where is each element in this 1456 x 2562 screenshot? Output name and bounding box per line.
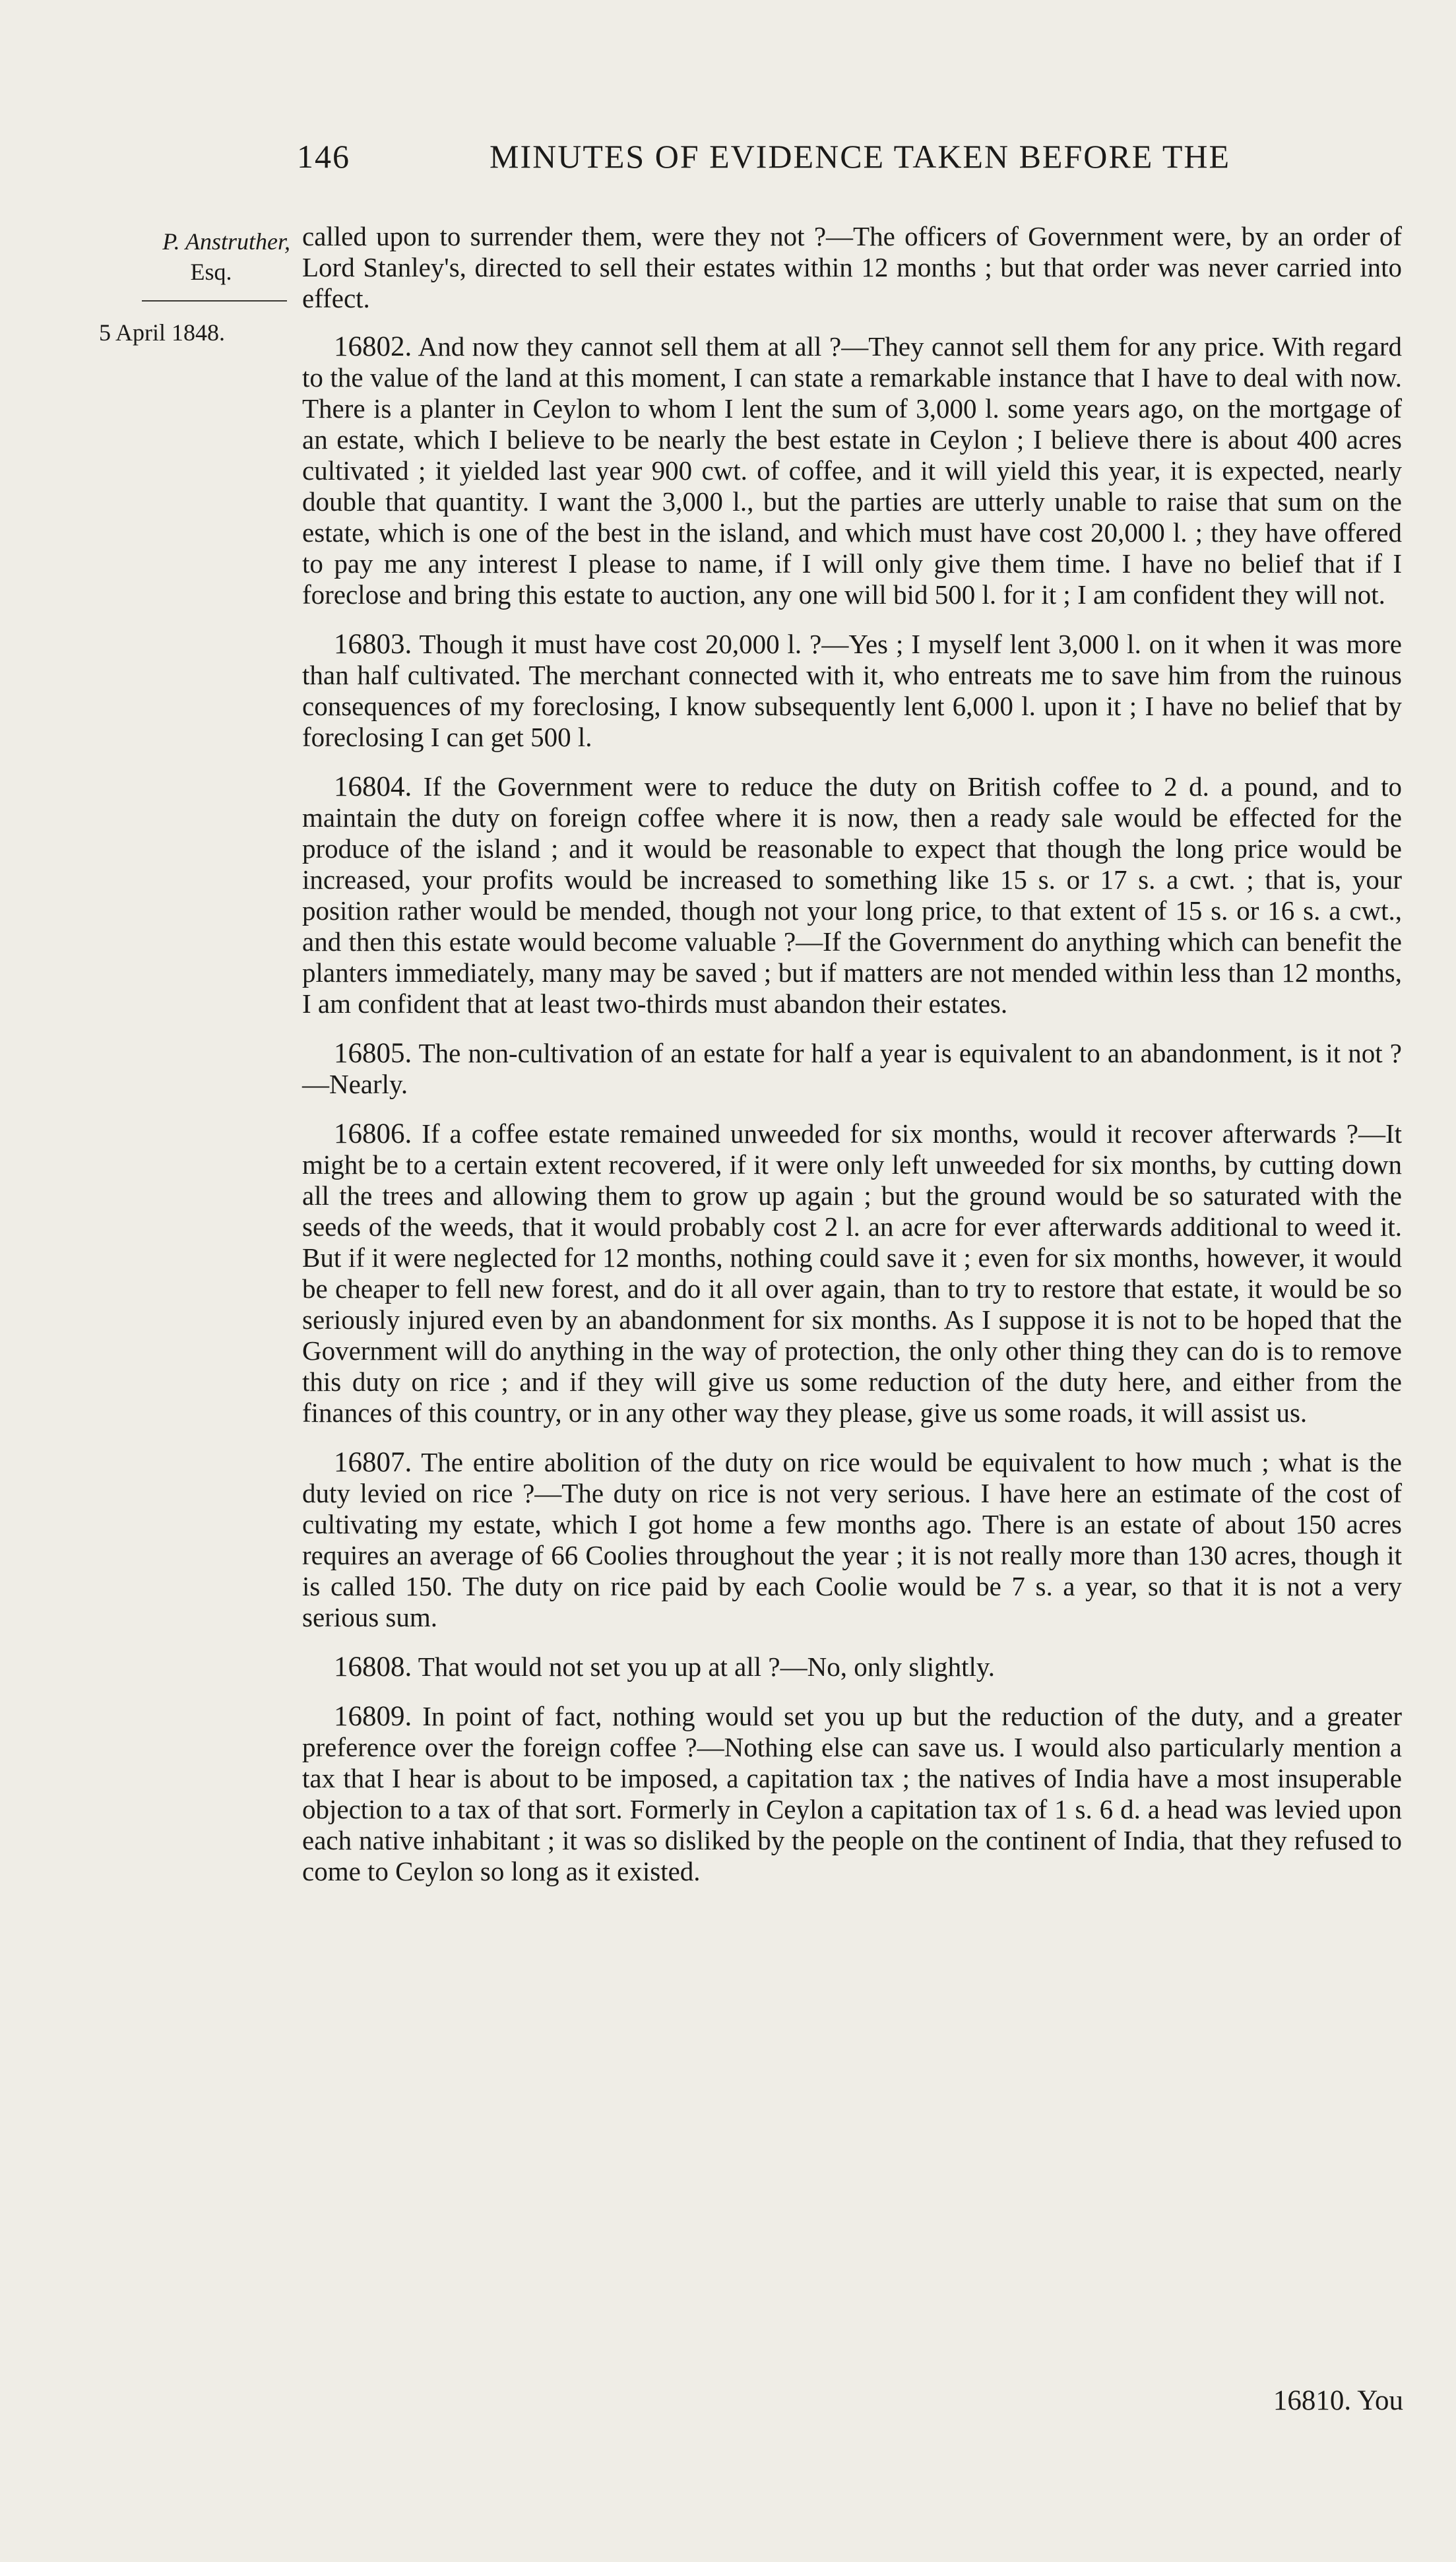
paragraph-text: called upon to surrender them, were they not ?—The officers of Government were, by an order of Lord Stanley's, directed to sell their estates within 12 months ; but that order was never carried into effect. <box>302 221 1402 313</box>
question-number: 16805. <box>334 1038 412 1069</box>
question-paragraph <box>302 629 1402 753</box>
question-paragraph <box>302 331 1402 610</box>
paragraph-text: In point of fact, nothing would set you up but the reduction of the duty, and a greater preference over the foreign coffee ?—Nothing else can save us. I would also particularly mention a tax that I hear is about to be imposed, a capitation tax ; the natives of India have a most insuperable objection to a tax of that sort. Formerly in Ceylon a capitation tax of 1 s. 6 d. a head was levied upon each native inhabitant ; it was so disliked by the people on the continent of India, that they refused to come to Ceylon so long as it existed. <box>302 1701 1402 1886</box>
margin-note <box>99 226 290 348</box>
catchword: 16810. You <box>1273 2385 1403 2416</box>
question-paragraph <box>302 1651 1402 1682</box>
question-paragraph <box>302 1447 1402 1633</box>
margin-divider <box>142 300 287 302</box>
witness-title: Esq. <box>190 259 232 285</box>
paragraph-text: Though it must have cost 20,000 l. ?—Yes ; I myself lent 3,000 l. on it when it was more than half cultivated. The merchant connected with it, who entreats me to save him from the ruinous consequences of my foreclosing, I know subsequently lent 6,000 l. upon it ; I have no belief that by foreclosing I can get 500 l. <box>302 629 1402 752</box>
question-paragraph <box>302 771 1402 1019</box>
page-number: 146 <box>297 138 350 175</box>
question-number: 16806. <box>334 1118 412 1149</box>
question-number: 16808. <box>334 1651 412 1682</box>
question-number: 16809. <box>334 1701 412 1732</box>
question-number: 16803. <box>334 629 412 660</box>
witness-name: P. Anstruther, <box>162 228 290 255</box>
evidence-text <box>302 221 1402 1905</box>
running-head <box>297 137 1392 183</box>
paragraph <box>302 221 1402 314</box>
paragraph-text: That would not set you up at all ?—No, only slightly. <box>418 1651 995 1682</box>
page-title: MINUTES OF EVIDENCE TAKEN BEFORE THE <box>490 138 1231 175</box>
paragraph-text: The non-cultivation of an estate for half a year is equivalent to an abandonment, is it not ?—Nearly. <box>302 1038 1402 1099</box>
question-number: 16802. <box>334 331 412 362</box>
evidence-date: 5 April 1848. <box>99 319 226 346</box>
paragraph-text: The entire abolition of the duty on rice would be equivalent to how much ; what is the duty levied on rice ?—The duty on rice is not very serious. I have here an estimate of the cost of cultivating my estate, which I got home a few months ago. There is an estate of about 150 acres requires an average of 66 Coolies throughout the year ; it is not really more than 130 acres, though it is called 150. The duty on rice paid by each Coolie would be 7 s. a year, so that it is not a very serious sum. <box>302 1447 1402 1632</box>
question-number: 16804. <box>334 771 412 802</box>
paragraph-text: And now they cannot sell them at all ?—They cannot sell them for any price. With regard to the value of the land at this moment, I can state a remarkable instance that I have to deal with now. There is a planter in Ceylon to whom I lent the sum of 3,000 l. some years ago, on the mortgage of an estate, which I believe to be nearly the best estate in Ceylon ; I believe there is about 400 acres cultivated ; it yielded last year 900 cwt. of coffee, and it will yield this year, it is expected, nearly double that quantity. I want the 3,000 l., but the parties are utterly unable to raise that sum on the estate, which is one of the best in the island, and which must have cost 20,000 l. ; they have offered to pay me any interest I please to name, if I will only give them time. I have no belief that if I foreclose and bring this estate to auction, any one will bid 500 l. for it ; I am confident they will not. <box>302 331 1402 610</box>
question-paragraph <box>302 1701 1402 1887</box>
question-paragraph <box>302 1118 1402 1428</box>
question-number: 16807. <box>334 1447 412 1478</box>
question-paragraph <box>302 1038 1402 1100</box>
paragraph-text: If a coffee estate remained unweeded for six months, would it recover afterwards ?—It might be to a certain extent recovered, if it were only left unweeded for six months, by cutting down all the trees and allowing them to grow up again ; but the ground would be so saturated with the seeds of the weeds, that it would probably cost 2 l. an acre for ever afterwards additional to weed it. But if it were neglected for 12 months, nothing could save it ; even for six months, however, it would be cheaper to fell new forest, and do it all over again, than to try to restore that estate, it would be so seriously injured even by an abandonment for six months. As I suppose it is not to be hoped that the Government will do anything in the way of protection, the only other thing they can do is to remove this duty on rice ; and if they will give us some reduction of the duty here, and either from the finances of this country, or in any other way they please, give us some roads, it will assist us. <box>302 1118 1402 1428</box>
paragraph-text: If the Government were to reduce the duty on British coffee to 2 d. a pound, and to maintain the duty on foreign coffee where it is now, then a ready sale would be effected for the produce of the island ; and it would be reasonable to expect that though the long price would be increased, your profits would be increased to something like 15 s. or 17 s. a cwt. ; that is, your position rather would be mended, though not your long price, to that extent of 15 s. or 16 s. a cwt., and then this estate would become valuable ?—If the Government do anything which can benefit the planters immediately, many may be saved ; but if matters are not mended within less than 12 months, I am confident that at least two-thirds must abandon their estates. <box>302 771 1403 1019</box>
